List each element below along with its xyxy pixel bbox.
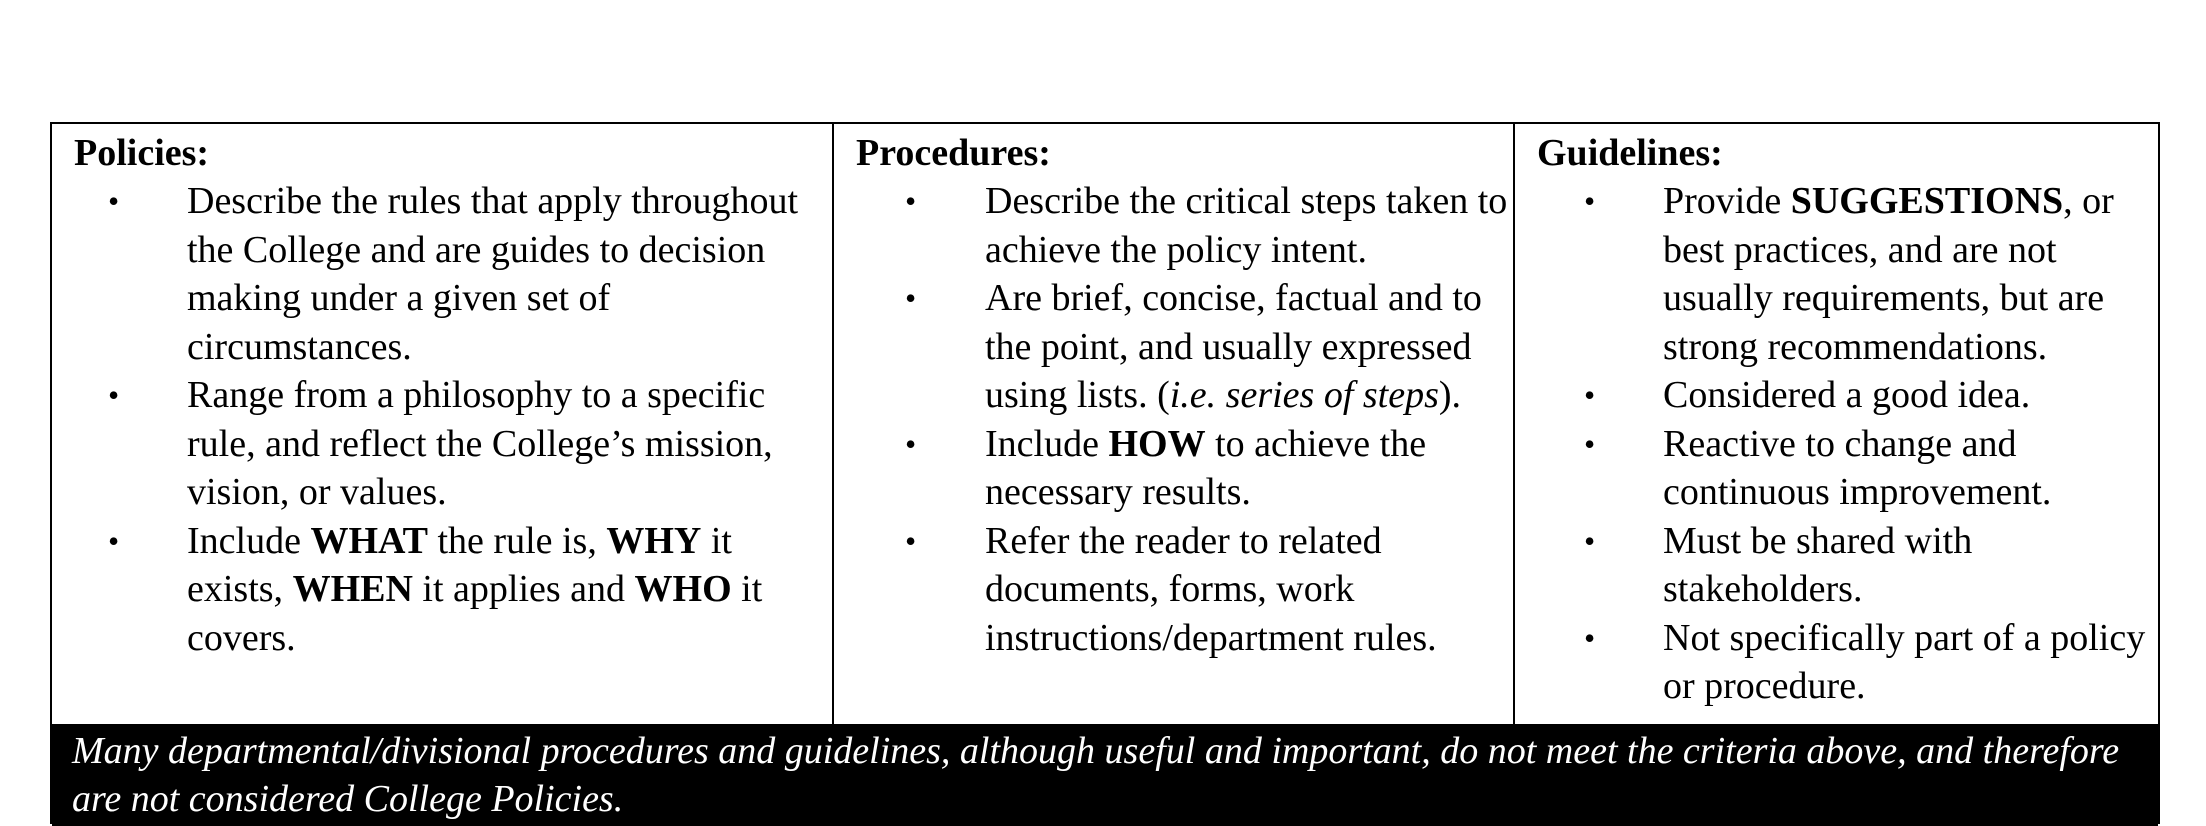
emphasis-when: WHEN	[292, 568, 413, 610]
footer-note: Many departmental/divisional procedures and guidelines, although useful and important, do not meet the criteria above, and therefore are not considered College Policies.	[52, 724, 2158, 826]
bullet-icon: •	[1584, 619, 1596, 656]
bullet-icon: •	[1584, 522, 1596, 559]
columns-row	[52, 124, 2158, 724]
bullet-icon: •	[905, 425, 917, 462]
guidelines-list	[1584, 177, 2157, 711]
item-text: Include	[985, 422, 1109, 465]
list-item	[905, 420, 1515, 517]
bullet-icon: •	[1584, 377, 1596, 413]
bullet-icon: •	[1584, 425, 1596, 462]
bullet-icon: •	[108, 377, 120, 413]
list-item	[905, 517, 1515, 663]
item-text: Not specifically part of a policy or procedure.	[1663, 616, 2146, 707]
guidelines-heading: Guidelines:	[1537, 132, 1723, 174]
procedures-column	[832, 124, 1513, 724]
guidelines-column	[1513, 124, 2160, 724]
list-item	[1584, 420, 2157, 517]
list-item	[108, 371, 827, 517]
emphasis-who: WHO	[634, 568, 732, 610]
list-item	[905, 177, 1515, 274]
item-text: , or best practices, and are not usually requirements, but are strong recommendations.	[1663, 180, 2114, 368]
item-text: to achieve the necessary results.	[985, 422, 1427, 513]
procedures-heading: Procedures:	[856, 132, 1051, 174]
item-text: Describe the rules that apply throughout the College and are guides to decision making under a given set of circumstances.	[187, 180, 799, 368]
item-text: Considered a good idea.	[1663, 374, 2031, 416]
list-item	[1584, 371, 2157, 420]
item-text: Range from a philosophy to a specific rule, and reflect the College’s mission, vision, or values.	[187, 374, 773, 513]
item-text: the rule is,	[427, 519, 607, 562]
emphasis-how: HOW	[1108, 422, 1206, 465]
bullet-icon: •	[905, 280, 917, 316]
emphasis-suggestions: SUGGESTIONS	[1790, 180, 2064, 222]
item-text: Describe the critical steps taken to achieve the policy intent.	[985, 180, 1508, 271]
item-text: Include	[187, 519, 311, 562]
item-text: it exists,	[187, 519, 732, 610]
bullet-icon: •	[905, 183, 917, 219]
item-text: ).	[1438, 374, 1462, 416]
bullet-icon: •	[108, 183, 120, 219]
policy-comparison-table	[50, 122, 2160, 824]
list-item	[1584, 517, 2157, 614]
list-item	[108, 177, 827, 371]
item-text: Provide	[1663, 180, 1791, 222]
procedures-list	[905, 177, 1515, 662]
list-item	[108, 517, 827, 663]
policies-list	[108, 177, 827, 662]
policies-heading: Policies:	[74, 132, 210, 174]
item-text: it covers.	[187, 568, 763, 659]
item-text: it applies and	[412, 568, 635, 610]
item-text: Reactive to change and continuous improvement.	[1663, 422, 2052, 513]
emphasis-series-of-steps: i.e. series of steps	[1169, 374, 1439, 416]
item-text: Must be shared with stakeholders.	[1663, 519, 1973, 610]
policies-column	[52, 124, 832, 724]
item-text: Refer the reader to related documents, forms, work instructions/department rules.	[985, 519, 1437, 659]
bullet-icon: •	[1584, 183, 1596, 219]
list-item	[1584, 614, 2157, 711]
item-text: Are brief, concise, factual and to the point, and usually expressed using lists. (	[985, 277, 1482, 416]
bullet-icon: •	[108, 522, 120, 559]
emphasis-why: WHY	[606, 519, 702, 562]
list-item	[905, 274, 1515, 420]
list-item	[1584, 177, 2157, 371]
bullet-icon: •	[905, 522, 917, 559]
emphasis-what: WHAT	[310, 519, 428, 562]
